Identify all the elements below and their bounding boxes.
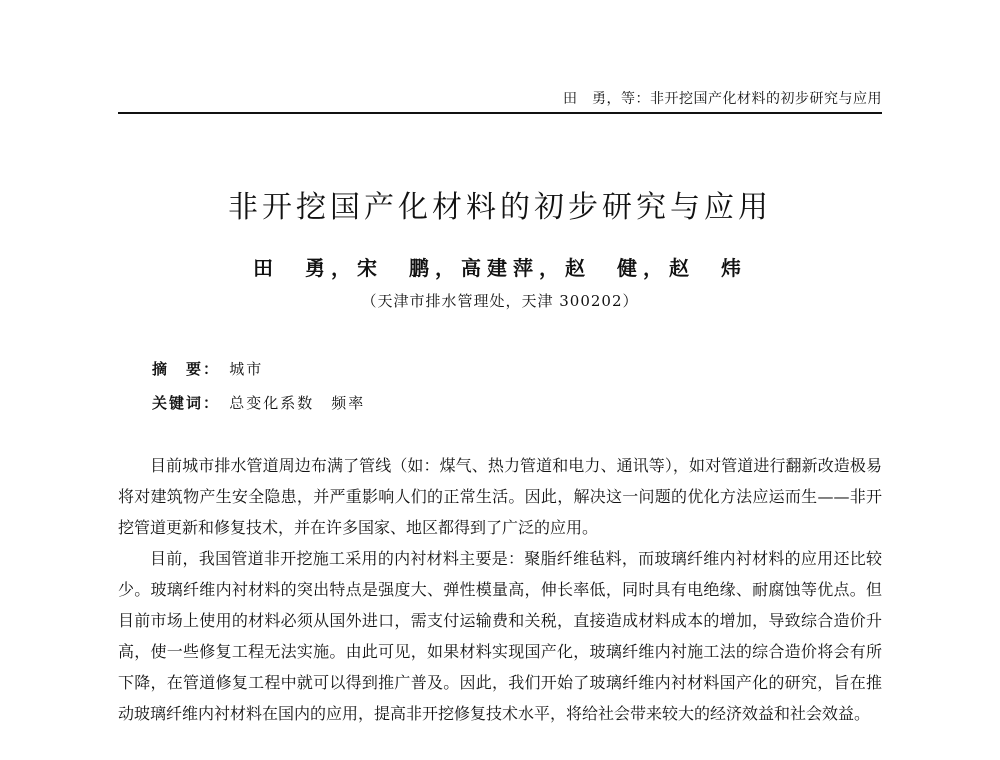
- author-list: 田 勇，宋 鹏，高建萍，赵 健，赵 炜: [253, 256, 747, 280]
- body-text: [118, 450, 882, 729]
- abstract-row: [152, 358, 263, 379]
- running-header: 田 勇，等：非开挖国产化材料的初步研究与应用: [563, 91, 882, 107]
- body-paragraph: 目前，我国管道非开挖施工采用的内衬材料主要是：聚脂纤维毡料，而玻璃纤维内衬材料的应用还比较少。玻璃纤维内衬材料的突出特点是强度大、弹性模量高，伸长率低，同时具有电绝缘、耐腐蚀等优点。但目前市场上使用的材料必须从国外进口，需支付运输费和关税，直接造成材料成本的增加，导致综合造价升高，使一些修复工程无法实施。由此可见，如果材料实现国产化，玻璃纤维内衬施工法的综合造价将会有所下降，在管道修复工程中就可以得到推广普及。因此，我们开始了玻璃纤维内衬材料国产化的研究，旨在推动玻璃纤维内衬材料在国内的应用，提高非开挖修复技术水平，将给社会带来较大的经济效益和社会效益。: [118, 549, 882, 723]
- keywords-row: [152, 392, 365, 413]
- header-rule: [118, 112, 882, 114]
- article-title: 非开挖国产化材料的初步研究与应用: [228, 190, 772, 225]
- keywords-label: 关键词：: [152, 394, 221, 412]
- abstract-text: 城市: [229, 360, 264, 378]
- abstract-label: 摘 要：: [152, 360, 221, 378]
- keywords-text: 总变化系数 频率: [229, 394, 366, 412]
- body-paragraph: 目前城市排水管道周边布满了管线（如：煤气、热力管道和电力、通讯等），如对管道进行翻新改造极易将对建筑物产生安全隐患，并严重影响人们的正常生活。因此，解决这一问题的优化方法应运而生——非开挖管道更新和修复技术，并在许多国家、地区都得到了广泛的应用。: [118, 456, 882, 537]
- affiliation: （天津市排水管理处，天津 300202）: [361, 292, 639, 310]
